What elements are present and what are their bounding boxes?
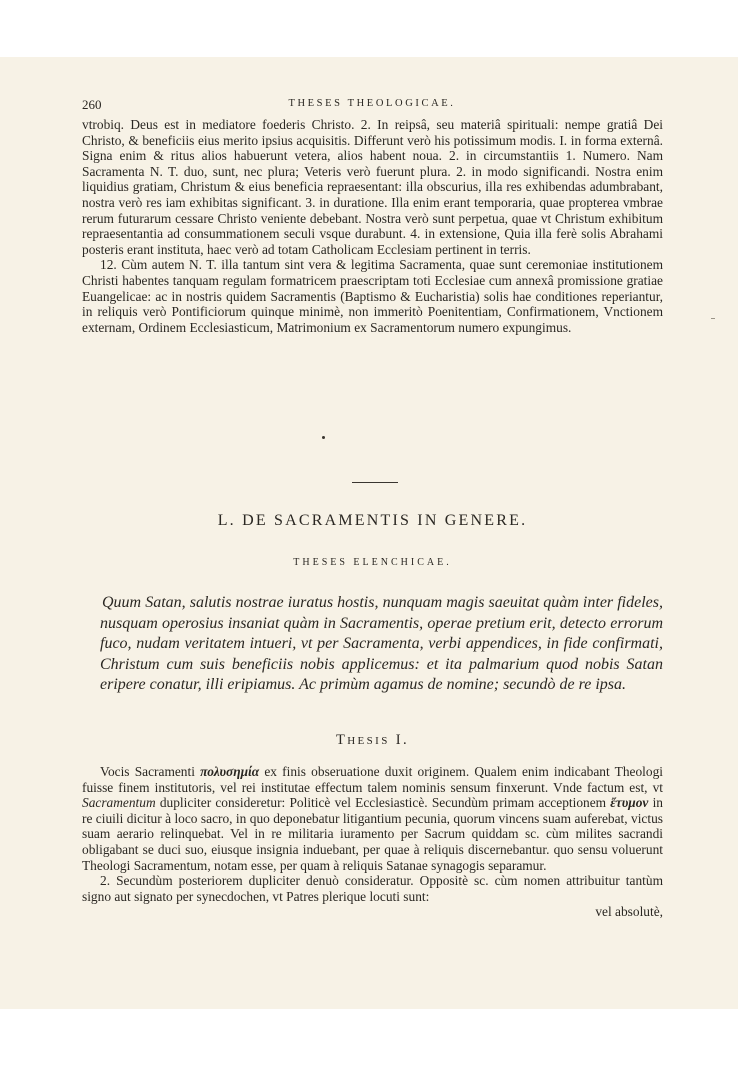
stray-dot-mark (322, 436, 325, 439)
thesis-text-block (82, 764, 663, 920)
page-number: 260 (82, 97, 102, 112)
margin-tick-mark (711, 318, 715, 319)
section-title: L. DE SACRAMENTIS IN GENERE. (217, 512, 528, 529)
italic-word-sacramentum: Sacramentum (82, 795, 156, 811)
thesis-heading-rest: HESIS (347, 735, 390, 747)
paragraph-continued: vtrobiq. Deus est in mediatore foederis Christo. 2. In reipsâ, seu materiâ spirituali: nempe gratiâ Dei Christo, & beneficiis eius merito ipsius acquisitis. Differunt verò his potissimum modis. I. in forma externâ. Signa enim & ritus alios habuerunt vetera, alios habent noua. 2. in circumstantiis 1. Numero. Nam Sacramenta N. T. duo, sunt, nec plura; Veteris verò fuerunt plura. 2. in modo significandi. Nostra enim liquidius gratiam, Christum & eius beneficia repraesentant: illa obscurius, illa res exhibendas adumbrabant, nostra verò res iam exhibitas significant. 3. in duratione. Illa enim erant temporaria, quae propterea vmbrae rerum futurarum cessare Christo veniente debebant. Nostra verò sunt perpetua, quae vt Christum exhibitum repraesentantia ad consummationem seculi vsque durabunt. 4. in extensione, Quia illa ferè solis Abrahami posteris erant instituta, haec verò ad totam Catholicam Ecclesiam pertinent in terris. (82, 117, 663, 257)
thesis-heading-number: I. (395, 732, 410, 748)
thesis-p1-text-b: ex finis obseruatione duxit originem. Qualem enim indicabant Theologi fuisse finem institutoris, vel rei institutae effectum talem nominis sensum finxerunt. Vnde factum est, vt (82, 764, 663, 795)
greek-word-polysemia: πολυσημία (200, 764, 260, 779)
paragraph-12: 12. Cùm autem N. T. illa tantum sint vera & legitima Sacramenta, quae sunt ceremoniae institutionem Christi habentes tanquam regulam formatricem praescriptam toti Ecclesiae cum annexâ promissione gratiae Euangelicae: ac in nostris quidem Sacramentis (Baptismo & Eucharistia) solis hae conditiones reperiantur, in reliquis verò Pontificiorum quinque minimè, non immeritò Poenitentiam, Confirmationem, Vnctionem externam, Ordinem Ecclesiasticum, Matrimonium ex Sacramentorum numero expungimus. (82, 257, 663, 335)
thesis-heading-initial: T (335, 732, 348, 748)
section-divider-rule (352, 482, 398, 483)
page-header (82, 97, 662, 113)
top-text-block (82, 117, 663, 335)
catchword: vel absolutè, (595, 904, 663, 920)
thesis-p1-text-a: Vocis Sacramenti (100, 764, 201, 779)
section-subtitle: THESES ELENCHICAE. (293, 557, 452, 568)
thesis-p1-text-c: dupliciter consideretur: Politicè vel Ecclesiasticè. Secundùm primam acceptionem (155, 795, 611, 811)
greek-word-etymon: ἔτυμον (610, 795, 649, 811)
thesis-paragraph-2: 2. Secundùm posteriorem dupliciter denuò consideratur. Oppositè sc. cùm nomen attribuitur tantùm signo aut signato per synecdochen, vt Patres plerique locuti sunt: (82, 873, 663, 904)
section-intro-italic: Quum Satan, salutis nostrae iuratus hostis, nunquam magis saeuitat quàm inter fideles, nusquam operosius insaniat quàm in Sacramentis, operae pretium erit, detecto errorum fuco, nudam veritatem intueri, vt per Sacramenta, verbi appendices, in fide confirmati, Christum cum suis beneficiis nobis applicemus: et ita palmarium quod nobis Satan eripere conatur, illi eripiamus. Ac primùm agamus de nomine; secundò de re ipsa. (100, 594, 663, 694)
thesis-paragraph-1 (82, 764, 663, 873)
running-title: THESES THEOLOGICAE. (288, 98, 456, 109)
thesis-heading (82, 732, 663, 749)
thesis-p1-text-d: in re ciuili dicitur à loco sacro, in quo deponebatur litigantium pecunia, quorum vincens suam auferebat, victus suam aerario relinquebat. Vel in re militaria iuramento per Sacrum quiddam sc. cùm milites sacrandi obligabant se duci suo, eiusque insignia induebant, per quae à reliquis discernebantur. quo sensu voluerunt Theologi Sacramentum, notam esse, per quam à reliquis Satanae synagogis separamur. (82, 795, 663, 873)
